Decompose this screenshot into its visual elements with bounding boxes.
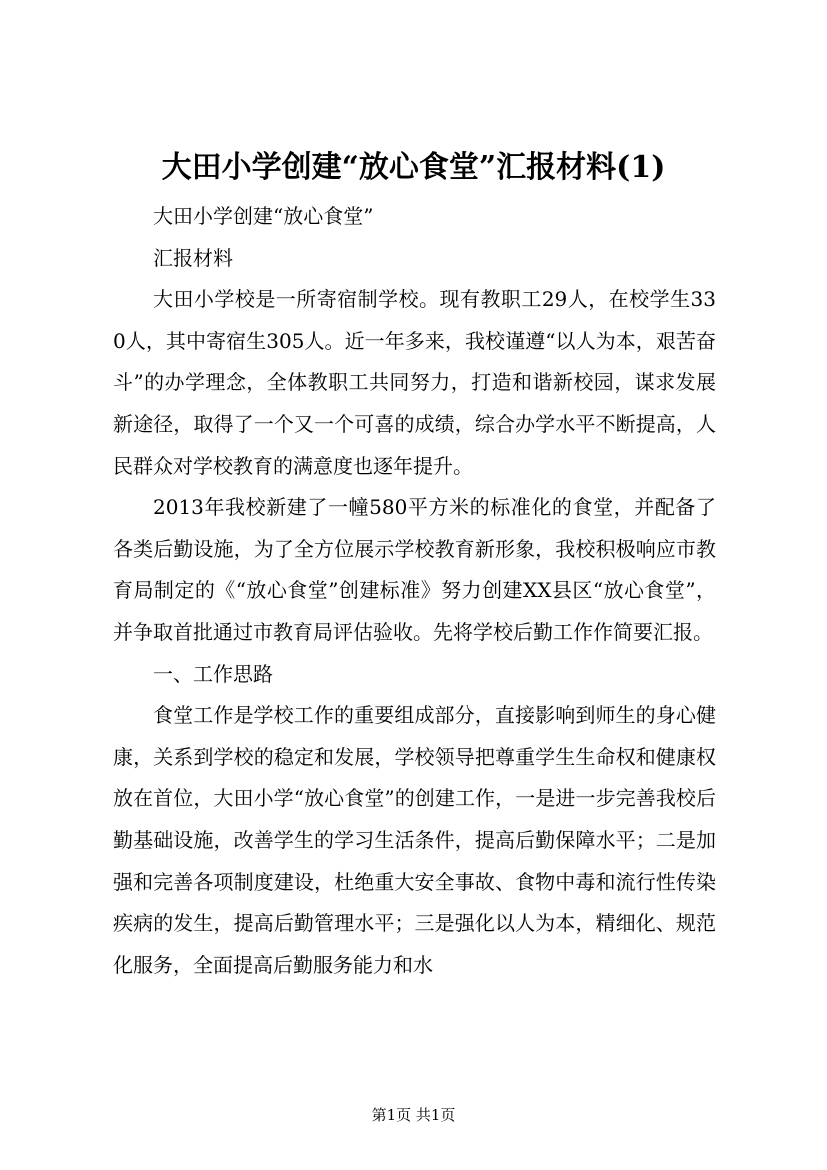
page-footer: 第1页 共1页 <box>371 1106 456 1124</box>
document-title: 大田小学创建“放心食堂”汇报材料(1) <box>161 150 666 185</box>
paragraph-canteen: 2013年我校新建了一幢580平方米的标准化的食堂，并配备了各类后勤设施，为了全方位展示学校教育新形象，我校积极响应市教育局制定的《“放心食堂”创建标准》努力创建XX县区“放心食堂”，并争取首批通过市教育局评估验收。先将学校后勤工作作简要汇报。 <box>113 495 716 644</box>
paragraph-subtitle: 大田小学创建“放心食堂” <box>153 204 374 228</box>
paragraph-intro: 大田小学校是一所寄宿制学校。现有教职工29人，在校学生330人，其中寄宿生305人。近一年多来，我校谨遵“以人为本，艰苦奋斗”的办学理念，全体教职工共同努力，打造和谐新校园，谋求发展新途径，取得了一个又一个可喜的成绩，综合办学水平不断提高，人民群众对学校教育的满意度也逐年提升。 <box>113 287 716 478</box>
section-heading-work-ideas: 一、工作思路 <box>153 661 273 686</box>
paragraph-subtitle-2: 汇报材料 <box>153 245 233 270</box>
document-body <box>113 196 716 986</box>
paragraph-work-ideas: 食堂工作是学校工作的重要组成部分，直接影响到师生的身心健康，关系到学校的稳定和发展，学校领导把尊重学生生命权和健康权放在首位，大田小学“放心食堂”的创建工作，一是进一步完善我校后勤基础设施，改善学生的学习生活条件，提高后勤保障水平；二是加强和完善各项制度建设，杜绝重大安全事故、食物中毒和流行性传染疾病的发生，提高后勤管理水平；三是强化以人为本，精细化、规范化服务，全面提高后勤服务能力和水 <box>113 703 716 977</box>
